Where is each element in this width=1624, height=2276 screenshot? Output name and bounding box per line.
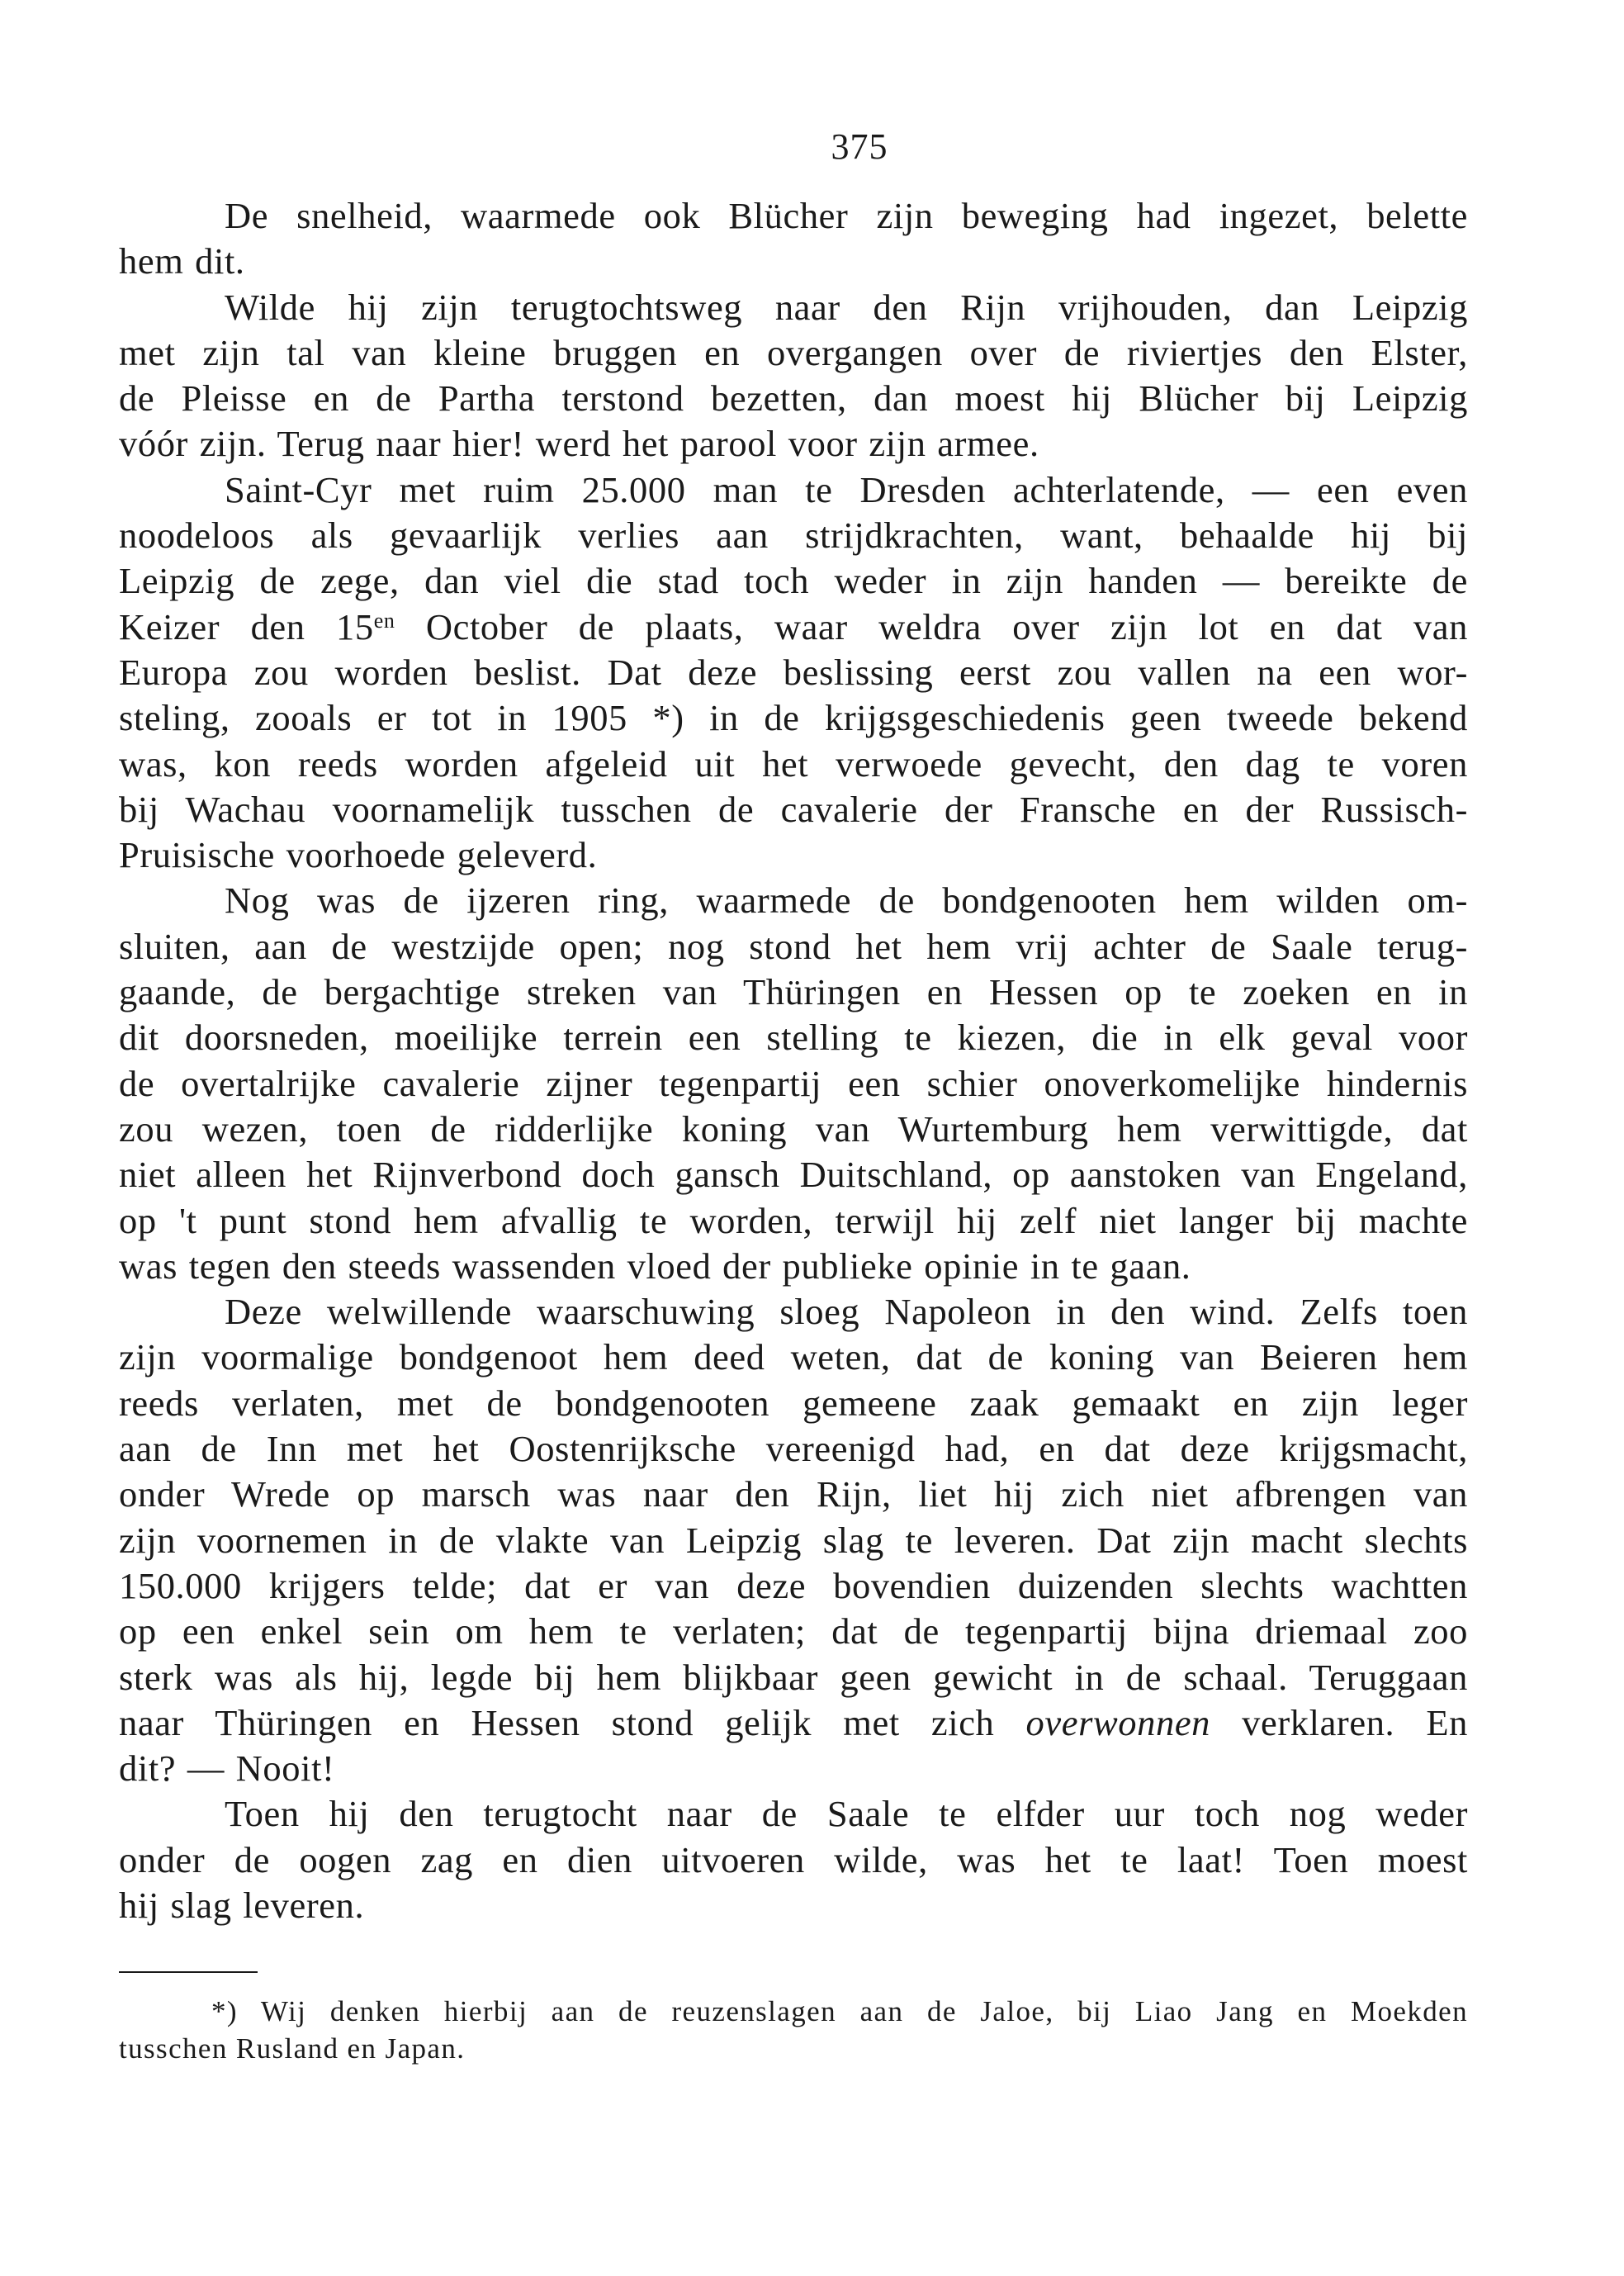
footnote: [119, 1993, 1468, 2067]
text-line: noodeloos als gevaarlijk verlies aan strijdkrachten, want, behaalde hij bij: [119, 514, 1468, 557]
text-line: zijn voormalige bondgenoot hem deed weten, dat de koning van Beieren hem: [119, 1336, 1468, 1378]
text-line: gaande, de bergachtige streken van Thüringen en Hessen op te zoeken en in: [119, 971, 1468, 1013]
footnote-line: *) Wij denken hierbij aan de reuzenslagen aan de Jaloe, bij Liao Jang en Moekden: [211, 1995, 1468, 2028]
text-fragment: naar Thüringen en Hessen stond gelijk met zich: [119, 1701, 1026, 1743]
text-line: vóór zijn. Terug naar hier! werd het parool voor zijn armee.: [119, 423, 1039, 465]
text-line: Nog was de ijzeren ring, waarmede de bondgenooten hem wilden om-: [225, 880, 1468, 922]
text-line: Saint-Cyr met ruim 25.000 man te Dresden achterlatende, — een even: [225, 468, 1468, 510]
text-line: was tegen den steeds wassenden vloed der publieke opinie in te gaan.: [119, 1245, 1191, 1287]
footnote-divider: [119, 1971, 258, 1973]
text-fragment: verklaren. En: [1210, 1701, 1468, 1743]
text-line: onder Wrede op marsch was naar den Rijn, liet hij zich niet afbrengen van: [119, 1473, 1468, 1515]
text-line: de overtalrijke cavalerie zijner tegenpartij een schier onoverkomelijke hindernis: [119, 1062, 1468, 1104]
text-line: aan de Inn met het Oostenrijksche vereenigd had, en dat deze krijgsmacht,: [119, 1428, 1468, 1470]
text-line: zijn voornemen in de vlakte van Leipzig slag te leveren. Dat zijn macht slechts: [119, 1519, 1468, 1561]
footnote-line: tusschen Rusland en Japan.: [119, 2032, 466, 2065]
text-line: onder de oogen zag en dien uitvoeren wilde, was het te laat! Toen moest: [119, 1838, 1468, 1880]
text-line: steling, zooals er tot in 1905 *) in de krijgsgeschiedenis geen tweede bekend: [119, 697, 1468, 739]
ordinal-superscript: en: [373, 608, 395, 633]
text-line: reeds verlaten, met de bondgenooten gemeene zaak gemaakt en zijn leger: [119, 1382, 1468, 1424]
text-line: bij Wachau voornamelijk tusschen de cavalerie der Fransche en der Russisch-: [119, 788, 1468, 830]
text-line: [119, 1700, 1468, 1746]
text-line: Pruisische voorhoede geleverd.: [119, 834, 598, 876]
text-line: met zijn tal van kleine bruggen en overgangen over de riviertjes den Elster,: [119, 331, 1468, 373]
page-content: [119, 124, 1468, 2067]
text-line: Leipzig de zege, dan viel die stad toch weder in zijn handen — bereikte de: [119, 560, 1468, 602]
text-line: 150.000 krijgers telde; dat er van deze bovendien duizenden slechts wachtten: [119, 1564, 1468, 1606]
text-line: sluiten, aan de westzijde open; nog stond het hem vrij achter de Saale terug-: [119, 925, 1468, 967]
text-line: Europa zou worden beslist. Dat deze beslissing eerst zou vallen na een wor-: [119, 651, 1468, 693]
text-line: hem dit.: [119, 240, 245, 282]
body-text: [119, 193, 1468, 1928]
text-line: zou wezen, toen de ridderlijke koning van Wurtemburg hem verwittigde, dat: [119, 1107, 1468, 1150]
text-line: sterk was als hij, legde bij hem blijkbaar geen gewicht in de schaal. Teruggaan: [119, 1656, 1468, 1698]
text-line: Toen hij den terugtocht naar de Saale te elfder uur toch nog weder: [225, 1793, 1468, 1835]
text-line: niet alleen het Rijnverbond doch gansch Duitschland, op aanstoken van Engeland,: [119, 1154, 1468, 1196]
emphasis: overwonnen: [1025, 1701, 1211, 1743]
page-number: 375: [831, 126, 888, 167]
text-fragment: Keizer den 15: [119, 605, 374, 647]
text-line: was, kon reeds worden afgeleid uit het verwoede gevecht, den dag te voren: [119, 742, 1468, 785]
text-line: dit doorsneden, moeilijke terrein een stelling te kiezen, die in elk geval voor: [119, 1017, 1468, 1059]
text-line: op 't punt stond hem afvallig te worden, terwijl hij zelf niet langer bij machte: [119, 1199, 1468, 1241]
text-line: Wilde hij zijn terugtochtsweg naar den Rijn vrijhouden, dan Leipzig: [225, 286, 1468, 328]
text-line: De snelheid, waarmede ook Blücher zijn beweging had ingezet, belette: [225, 195, 1468, 236]
text-line: dit? — Nooit!: [119, 1747, 335, 1790]
text-line: Deze welwillende waarschuwing sloeg Napoleon in den wind. Zelfs toen: [225, 1291, 1468, 1333]
text-line: de Pleisse en de Partha terstond bezetten, dan moest hij Blücher bij Leipzig: [119, 377, 1468, 420]
text-line: op een enkel sein om hem te verlaten; dat de tegenpartij bijna driemaal zoo: [119, 1610, 1468, 1652]
text-line: [119, 605, 1468, 650]
text-line: hij slag leveren.: [119, 1884, 365, 1926]
text-fragment: October de plaats, waar weldra over zijn lot en dat van: [395, 605, 1468, 647]
